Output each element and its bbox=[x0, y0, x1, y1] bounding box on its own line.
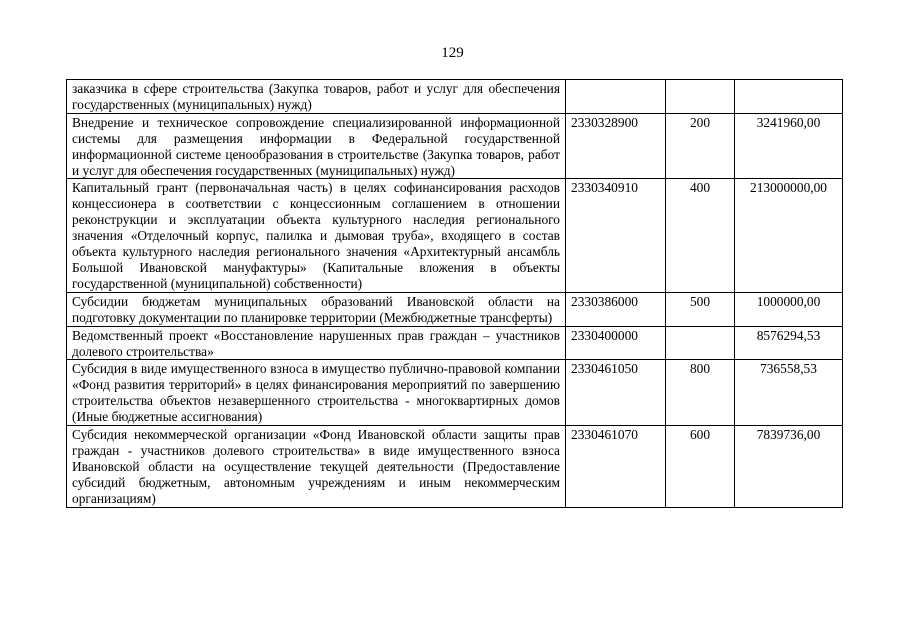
row-amount: 213000000,00 bbox=[735, 179, 843, 292]
row-description: Капитальный грант (первоначальная часть) в целях софинансирования расходов концессионера в соответствии с концессионным соглашением в отношении реконструкции и эксплуатации объекта культурного наследия регионального значения «Отделочный корпус, палилка и дымовая труба», входящего в состав объекта культурного наследия регионального значения «Архитектурный ансамбль Большой Ивановской мануфактуры» (Капитальные вложения в объекты государственной (муниципальной) собственности) bbox=[67, 179, 566, 292]
row-expense-type bbox=[666, 80, 735, 114]
table-row bbox=[67, 292, 843, 326]
row-description: Ведомственный проект «Восстановление нарушенных прав граждан – участников долевого строительства» bbox=[67, 326, 566, 360]
row-amount: 8576294,53 bbox=[735, 326, 843, 360]
budget-table bbox=[66, 79, 843, 508]
table-row bbox=[67, 113, 843, 179]
row-expense-type: 200 bbox=[666, 113, 735, 179]
table-row bbox=[67, 426, 843, 508]
table-row bbox=[67, 179, 843, 292]
row-description: Субсидия некоммерческой организации «Фонд Ивановской области защиты прав граждан - участников долевого строительства» в виде имущественного взноса Ивановской области на осуществление текущей деятельности (Предоставление субсидий бюджетным, автономным учреждениям и иным некоммерческим организациям) bbox=[67, 426, 566, 508]
row-expense-type bbox=[666, 326, 735, 360]
page-number: 129 bbox=[441, 45, 464, 61]
row-expense-type: 400 bbox=[666, 179, 735, 292]
row-target-code bbox=[566, 80, 666, 114]
row-target-code: 2330461070 bbox=[566, 426, 666, 508]
row-description: Субсидия в виде имущественного взноса в имущество публично-правовой компании «Фонд развития территорий» в целях финансирования мероприятий по завершению строительства объектов незавершенного строительства - многоквартирных домов (Иные бюджетные ассигнования) bbox=[67, 360, 566, 426]
row-description: Субсидии бюджетам муниципальных образований Ивановской области на подготовку документации по планировке территории (Межбюджетные трансферты) bbox=[67, 292, 566, 326]
row-expense-type: 500 bbox=[666, 292, 735, 326]
row-target-code: 2330461050 bbox=[566, 360, 666, 426]
row-amount bbox=[735, 80, 843, 114]
table-row bbox=[67, 360, 843, 426]
row-target-code: 2330400000 bbox=[566, 326, 666, 360]
row-amount: 1000000,00 bbox=[735, 292, 843, 326]
row-expense-type: 600 bbox=[666, 426, 735, 508]
row-target-code: 2330386000 bbox=[566, 292, 666, 326]
row-target-code: 2330340910 bbox=[566, 179, 666, 292]
row-target-code: 2330328900 bbox=[566, 113, 666, 179]
row-expense-type: 800 bbox=[666, 360, 735, 426]
row-amount: 3241960,00 bbox=[735, 113, 843, 179]
table-row bbox=[67, 326, 843, 360]
row-description: Внедрение и техническое сопровождение специализированной информационной системы для размещения информации в Федеральной государственной информационной системе ценообразования в строительстве (Закупка товаров, работ и услуг для обеспечения государственных (муниципальных) нужд) bbox=[67, 113, 566, 179]
row-amount: 7839736,00 bbox=[735, 426, 843, 508]
table-row bbox=[67, 80, 843, 114]
row-amount: 736558,53 bbox=[735, 360, 843, 426]
row-description: заказчика в сфере строительства (Закупка товаров, работ и услуг для обеспечения государственных (муниципальных) нужд) bbox=[67, 80, 566, 114]
